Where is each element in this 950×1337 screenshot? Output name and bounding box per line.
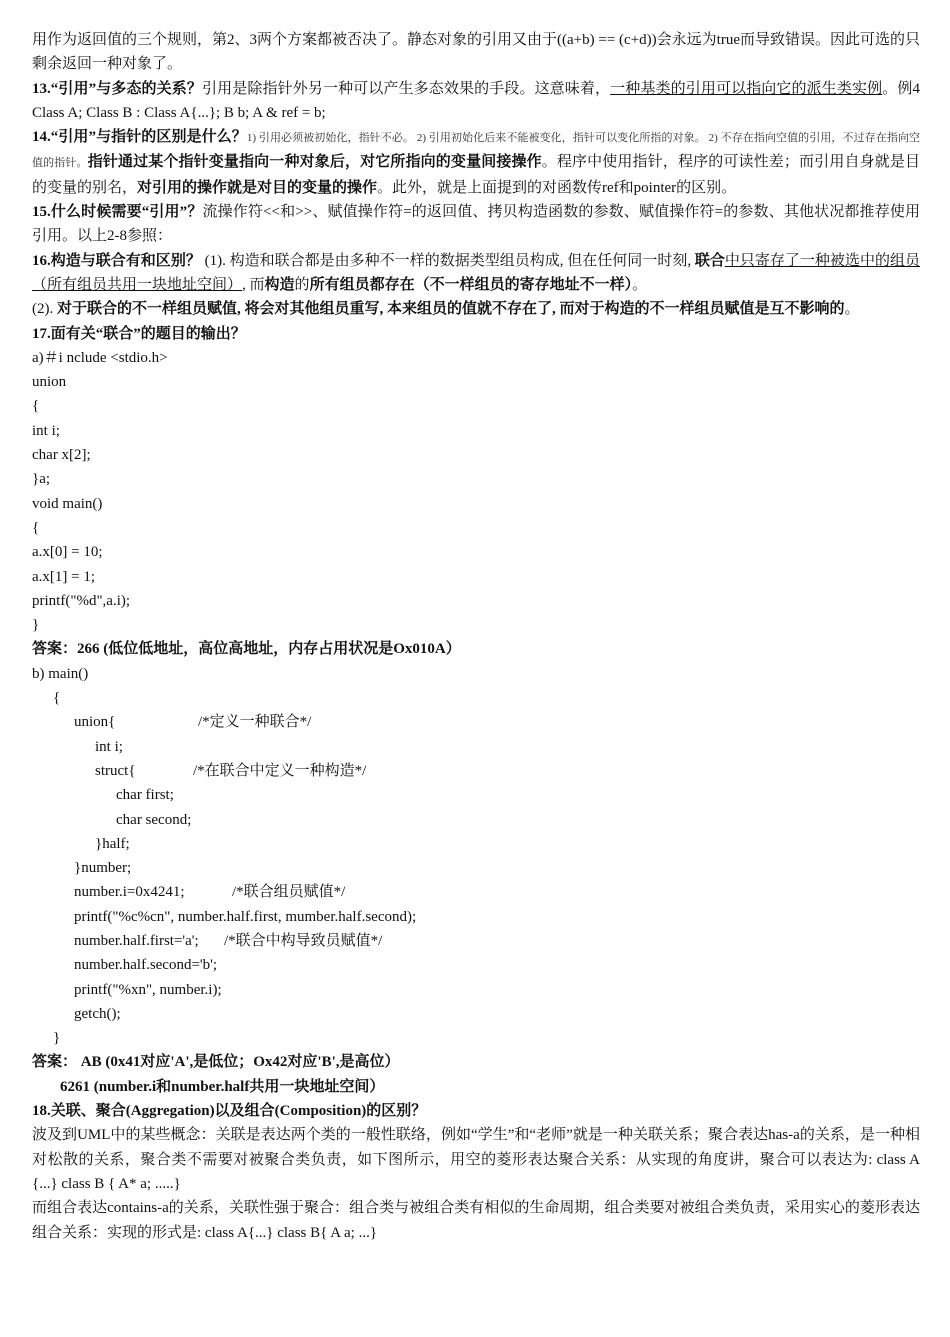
- code-line: {: [32, 519, 40, 536]
- question-13-underlined: 一种基类的引用可以指向它的派生类实例: [610, 80, 883, 97]
- question-14-text-1: 。程序中使用指针，程序的可读性差；而引用自身就是目的变量的别名，: [32, 154, 920, 196]
- code-line: char x[2];: [32, 447, 91, 464]
- code-line: {: [53, 690, 61, 707]
- code-line: void main(): [32, 495, 103, 512]
- question-16-point-2-bold: 对于联合的不一样组员赋值, 将会对其他组员重写, 本来组员的值就不存在了, 而对于构造的不一样组员赋值是互不影响的: [57, 301, 845, 318]
- code-text: number.i=0x4241;: [74, 884, 185, 901]
- question-16-underlined: 中只寄存了一种被选中的组员（所有组员共用一块地址空间）: [32, 252, 920, 293]
- question-16: [32, 249, 920, 298]
- code-text: number.half.first='a';: [74, 932, 199, 949]
- code-line: {: [32, 398, 40, 415]
- question-16-bold-union: 联合: [694, 252, 725, 269]
- question-18-paragraph-2: 而组合表达contains-a的关系，关联性强于聚合：组合类与被组合类有相似的生命周期，组合类要对被组合类负责，采用实心的菱形表达组合关系：实现的形式是: class A{...} class B{ A a; ...}: [32, 1200, 920, 1241]
- question-13-text: 引用是除指针外另一种可以产生多态效果的手段。这意味着，: [202, 80, 611, 97]
- question-14: [32, 125, 920, 200]
- code-block-a: [32, 346, 920, 638]
- question-16-heading: 16.构造与联合有和区别？: [32, 252, 201, 269]
- code-comment: /*在联合中定义一种构造*/: [193, 762, 367, 779]
- code-line: a.x[0] = 10;: [32, 544, 103, 561]
- code-line: }a;: [32, 471, 51, 488]
- question-16-text-2: , 而: [242, 276, 265, 293]
- code-comment: /*定义一种联合*/: [198, 714, 312, 731]
- code-line: }: [32, 617, 40, 634]
- code-line: int i;: [32, 422, 60, 439]
- paragraph-intro: 用作为返回值的三个规则，第2、3两个方案都被否决了。静态对象的引用又由于((a+b) == (c+d))会永远为true而导致错误。因此可选的只剩余返回一种对象了。: [32, 32, 920, 73]
- question-14-bold-2: 对引用的操作就是对目的变量的操作: [137, 179, 378, 196]
- code-line: union: [32, 374, 67, 391]
- question-13-heading: 13.“引用”与多态的关系？: [32, 80, 203, 97]
- code-block-b: [32, 662, 920, 1051]
- code-line: char first;: [116, 787, 174, 804]
- question-16-text-3: 的: [294, 276, 310, 293]
- code-line: [32, 929, 920, 953]
- code-line: char second;: [116, 811, 192, 828]
- question-15-heading: 15.什么时候需要“引用”？: [32, 204, 203, 221]
- code-line: int i;: [95, 738, 123, 755]
- code-line: a.x[1] = 1;: [32, 568, 96, 585]
- code-line: }half;: [95, 835, 130, 852]
- code-text: union{: [74, 714, 116, 731]
- question-16-point-2-end: 。: [844, 301, 860, 318]
- question-14-small-text: 1) 引用必须被初始化，指针不必。 2) 引用初始化后来不能被变化，指针可以变化所指的对象。 2) 不存在指向空值的引用，不过存在指向空值的指针。: [32, 132, 920, 170]
- question-14-heading: 14.“引用”与指针的区别是什么？: [32, 129, 247, 146]
- answer-a: 答案：266 (低位低地址，高位高地址，内存占用状况是Ox010A）: [32, 641, 461, 658]
- question-15: [32, 200, 920, 249]
- question-13: [32, 77, 920, 126]
- question-16-text-1: (1). 构造和联合都是由多种不一样的数据类型组员构成, 但在任何同一时刻,: [200, 252, 695, 269]
- question-16-point-2-label: (2).: [32, 301, 57, 318]
- question-18-paragraph-1: 波及到UML中的某些概念：关联是表达两个类的一般性联络，例如“学生”和“老师”就是一种关联关系；聚合表达has-a的关系，是一种相对松散的关系，聚合类不需要对被聚合类负责，如下图所示，用空的菱形表达聚合关系：从实现的角度讲，聚合可以表达为: class A {...} class B { A* a; .....}: [32, 1127, 920, 1192]
- code-line: b) main(): [32, 665, 89, 682]
- question-14-bold-1: 指针通过某个指针变量指向一种对象后，对它所指向的变量间接操作: [87, 154, 542, 171]
- question-16-bold-struct: 构造: [264, 276, 295, 293]
- answer-b-line-2: 6261 (number.i和number.half共用一块地址空间）: [60, 1078, 385, 1095]
- question-13-example: 。例4 Class A; Class B : Class A{...}; B b; A & ref = b;: [32, 80, 920, 121]
- question-16-point-2: [32, 297, 920, 321]
- question-16-text-4: 。: [632, 276, 648, 293]
- code-line: }number;: [74, 860, 132, 877]
- document-page: [32, 28, 920, 1245]
- question-18-heading: 18.关联、聚合(Aggregation)以及组合(Composition)的区别？: [32, 1103, 427, 1120]
- code-line: [32, 759, 920, 783]
- question-14-text-2: 。此外，就是上面提到的对函数传ref和pointer的区别。: [377, 179, 737, 196]
- code-comment: /*联合中构导致员赋值*/: [224, 932, 383, 949]
- question-16-bold-members: 所有组员都存在（不一样组员的寄存地址不一样）: [309, 276, 633, 293]
- answer-b-line-1: 答案： AB (0x41对应'A',是低位；Ox42对应'B',是高位）: [32, 1054, 400, 1071]
- code-line: printf("%xn", number.i);: [74, 981, 222, 998]
- code-line: number.half.second='b';: [74, 957, 217, 974]
- code-text: struct{: [95, 762, 136, 779]
- question-17-heading: 17.面有关“联合”的题目的输出？: [32, 325, 246, 342]
- code-line: }: [53, 1030, 61, 1047]
- code-line: [32, 880, 920, 904]
- code-line: printf("%c%cn", number.half.first, mumber.half.second);: [74, 908, 417, 925]
- code-comment: /*联合组员赋值*/: [232, 884, 346, 901]
- question-15-text: 流操作符<<和>>、赋值操作符=的返回值、拷贝构造函数的参数、赋值操作符=的参数、其他状况都推荐使用引用。以上2-8参照：: [32, 204, 920, 245]
- code-line: a)＃i nclude <stdio.h>: [32, 349, 168, 366]
- code-line: printf("%d",a.i);: [32, 592, 131, 609]
- code-line: getch();: [74, 1005, 121, 1022]
- code-line: [32, 710, 920, 734]
